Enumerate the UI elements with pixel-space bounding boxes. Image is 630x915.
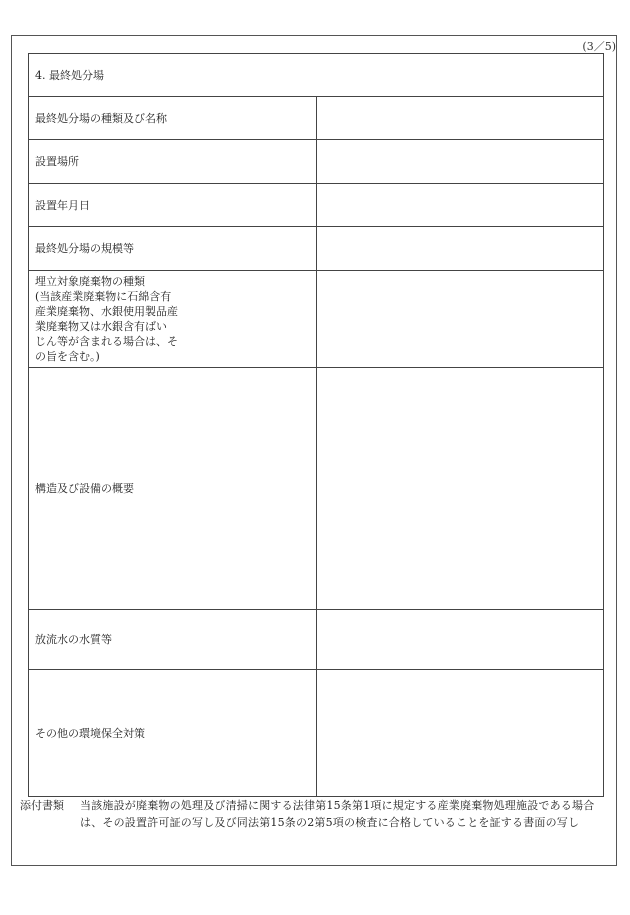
row-label-scale: 最終処分場の規模等: [29, 227, 317, 271]
table-row: [29, 670, 604, 797]
row-value-effluent-quality[interactable]: [316, 610, 604, 670]
row-label-location: 設置場所: [29, 140, 317, 184]
attachments-label: 添付書類: [20, 799, 64, 812]
section-title: 4. 最終処分場: [29, 54, 604, 97]
row-label-effluent-quality: 放流水の水質等: [29, 610, 317, 670]
row-value-other-measures[interactable]: [316, 670, 604, 797]
row-value-location[interactable]: [316, 140, 604, 184]
row-value-structure-overview[interactable]: [316, 368, 604, 610]
table-row: [29, 140, 604, 184]
row-value-installation-date[interactable]: [316, 184, 604, 227]
row-label-installation-date: 設置年月日: [29, 184, 317, 227]
row-label-waste-types: 埋立対象廃棄物の種類 (当該産業廃棄物に石綿含有 産業廃棄物、水銀使用製品産 業廃棄物又は水銀含有ばい じん等が含まれる場合は、そ の旨を含む。): [29, 271, 317, 368]
table-row: [29, 227, 604, 271]
row-value-waste-types[interactable]: [316, 271, 604, 368]
row-label-type-and-name: 最終処分場の種類及び名称: [29, 97, 317, 140]
table-row: [29, 184, 604, 227]
row-label-structure-overview: 構造及び設備の概要: [29, 368, 317, 610]
row-value-scale[interactable]: [316, 227, 604, 271]
row-label-other-measures: その他の環境保全対策: [29, 670, 317, 797]
table-row: [29, 97, 604, 140]
attachments-text: 当該施設が廃棄物の処理及び清掃に関する法律第15条第1項に規定する産業廃棄物処理施設である場合は、その設置許可証の写し及び同法第15条の2第5項の検査に合格していることを証する書面の写し: [80, 799, 595, 829]
table-row: [29, 368, 604, 610]
table-row: [29, 271, 604, 368]
page-number: (3／5): [582, 40, 616, 53]
landfill-form-table: [28, 53, 604, 797]
table-row: [29, 610, 604, 670]
section-header-row: [29, 54, 604, 97]
row-value-type-and-name[interactable]: [316, 97, 604, 140]
